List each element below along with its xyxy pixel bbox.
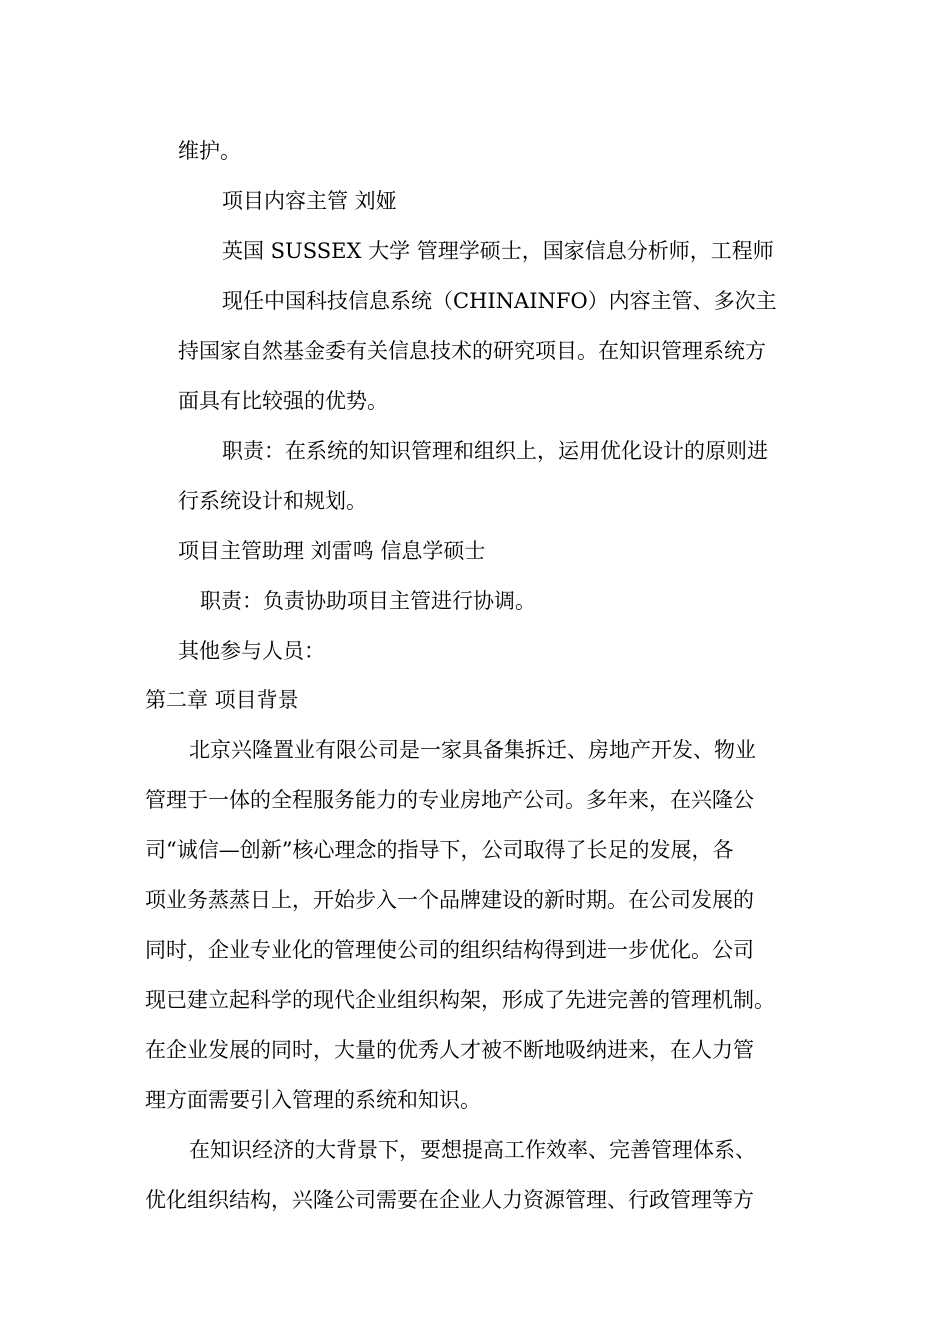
text-line-11: 其他参与人员：	[178, 639, 325, 663]
text-line-14: 管理于一体的全程服务能力的专业房地产公司。多年来，在兴隆公	[145, 788, 754, 812]
text-line-7: 职责：在系统的知识管理和组织上，运用优化设计的原则进	[222, 439, 768, 463]
text-line-17: 同时，企业专业化的管理使公司的组织结构得到进一步优化。公司	[145, 938, 754, 962]
text-line-3: 英国 SUSSEX 大学 管理学硕士，国家信息分析师，工程师	[222, 239, 774, 263]
text-line-13: 北京兴隆置业有限公司是一家具备集拆迁、房地产开发、物业	[189, 738, 756, 762]
text-line-5: 持国家自然基金委有关信息技术的研究项目。在知识管理系统方	[178, 339, 766, 363]
text-line-15: 司“诚信—创新”核心理念的指导下，公司取得了长足的发展，各	[145, 838, 734, 862]
text-line-20: 理方面需要引入管理的系统和知识。	[145, 1088, 481, 1112]
text-line-10: 职责：负责协助项目主管进行协调。	[200, 589, 536, 613]
text-line-6: 面具有比较强的优势。	[178, 389, 388, 413]
text-line-16: 项业务蒸蒸日上，开始步入一个品牌建设的新时期。在公司发展的	[145, 888, 754, 912]
text-line-8: 行系统设计和规划。	[178, 489, 367, 513]
text-line-1: 维护。	[178, 139, 241, 163]
text-line-22: 优化组织结构，兴隆公司需要在企业人力资源管理、行政管理等方	[145, 1188, 754, 1212]
text-line-2: 项目内容主管 刘娅	[222, 189, 397, 213]
text-line-19: 在企业发展的同时，大量的优秀人才被不断地吸纳进来，在人力管	[145, 1038, 754, 1062]
text-line-9: 项目主管助理 刘雷鸣 信息学硕士	[178, 539, 486, 563]
text-line-4: 现任中国科技信息系统（CHINAINFO）内容主管、多次主	[222, 289, 777, 313]
text-line-18: 现已建立起科学的现代企业组织构架，形成了先进完善的管理机制。	[145, 988, 775, 1012]
chapter-heading: 第二章 项目背景	[145, 688, 299, 712]
text-line-21: 在知识经济的大背景下，要想提高工作效率、完善管理体系、	[189, 1138, 756, 1162]
